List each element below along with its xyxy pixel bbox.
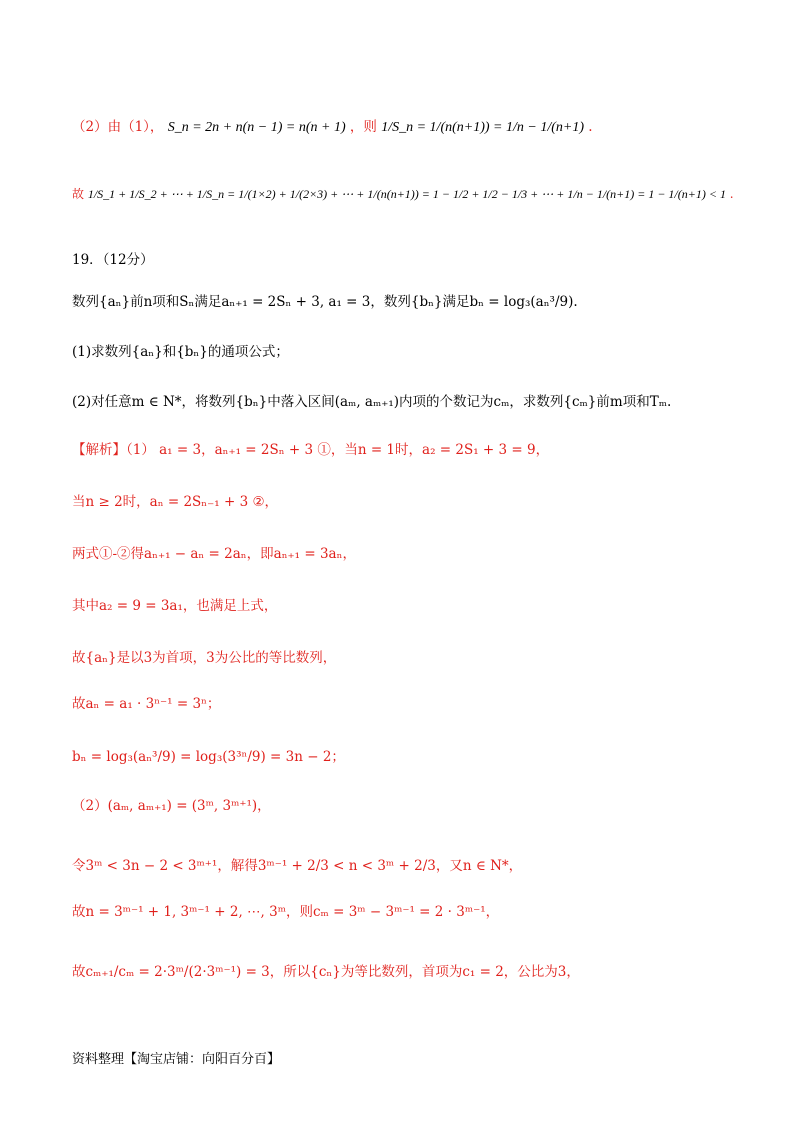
line-1-math: S_n = 2n + n(n − 1) = n(n + 1) [167, 120, 346, 135]
solution-line-9: 令3ᵐ < 3n − 2 < 3ᵐ⁺¹，解得3ᵐ⁻¹ + 2/3 < n < 3ᵐ + 2/3，又n ∈ N*， [72, 858, 523, 874]
solution-line-8: （2）(aₘ, aₘ₊₁) = (3ᵐ, 3ᵐ⁺¹)， [72, 798, 271, 814]
line-2-math: 1/S_1 + 1/S_2 + ⋯ + 1/S_n = 1/(1×2) + 1/(2×3) + ⋯ + 1/(n(n+1)) = 1 − 1/2 + 1/2 − 1/3 + ⋯ + 1/n − 1/(n+1) = 1 − 1/(n+1) < 1 [87, 187, 726, 201]
line-1 [72, 115, 593, 136]
solution-line-11: 故cₘ₊₁/cₘ = 2·3ᵐ/(2·3ᵐ⁻¹) = 3，所以{cₙ}为等比数列，首项为c₁ = 2，公比为3， [72, 964, 580, 980]
solution-line-6: 故aₙ = a₁ · 3ⁿ⁻¹ = 3ⁿ； [72, 696, 221, 712]
line-2-end: . [729, 187, 734, 201]
solution-line-10: 故n = 3ᵐ⁻¹ + 1, 3ᵐ⁻¹ + 2, ⋯, 3ᵐ，则cₘ = 3ᵐ − 3ᵐ⁻¹ = 2 · 3ᵐ⁻¹， [72, 904, 500, 920]
solution-line-1: 【解析】（1） a₁ = 3，aₙ₊₁ = 2Sₙ + 3 ①，当n = 1时，a₂ = 2S₁ + 3 = 9， [72, 442, 550, 458]
line-1-end: . [588, 119, 593, 135]
line-2 [72, 185, 734, 202]
question-stem: 数列{aₙ}前n项和Sₙ满足aₙ₊₁ = 2Sₙ + 3, a₁ = 3，数列{bₙ}满足bₙ = log₃(aₙ³/9). [72, 294, 578, 310]
line-1-math2: 1/S_n = 1/(n(n+1)) = 1/n − 1/(n+1) [381, 120, 584, 135]
question-part-2: (2)对任意m ∈ N*，将数列{bₙ}中落入区间(aₘ, aₘ₊₁)内项的个数记为cₘ，求数列{cₘ}前m项和Tₘ. [72, 394, 672, 410]
question-part-1: (1)求数列{aₙ}和{bₙ}的通项公式； [72, 344, 289, 360]
solution-line-5: 故{aₙ}是以3为首项，3为公比的等比数列， [72, 650, 337, 666]
solution-line-3: 两式①-②得aₙ₊₁ − aₙ = 2aₙ，即aₙ₊₁ = 3aₙ， [72, 546, 356, 562]
solution-line-7: bₙ = log₃(aₙ³/9) = log₃(3³ⁿ/9) = 3n − 2； [72, 749, 345, 765]
footer-source: 资料整理【淘宝店铺：向阳百分百】 [72, 1052, 281, 1067]
line-1-text: （2）由（1）， [72, 119, 164, 135]
solution-line-2: 当n ≥ 2时，aₙ = 2Sₙ₋₁ + 3 ②， [72, 494, 279, 510]
line-2-text: 故 [72, 187, 85, 201]
question-number: 19．（12分） [72, 252, 154, 268]
line-1-tail: ，则 [349, 119, 377, 135]
solution-line-4: 其中a₂ = 9 = 3a₁，也满足上式， [72, 598, 278, 614]
